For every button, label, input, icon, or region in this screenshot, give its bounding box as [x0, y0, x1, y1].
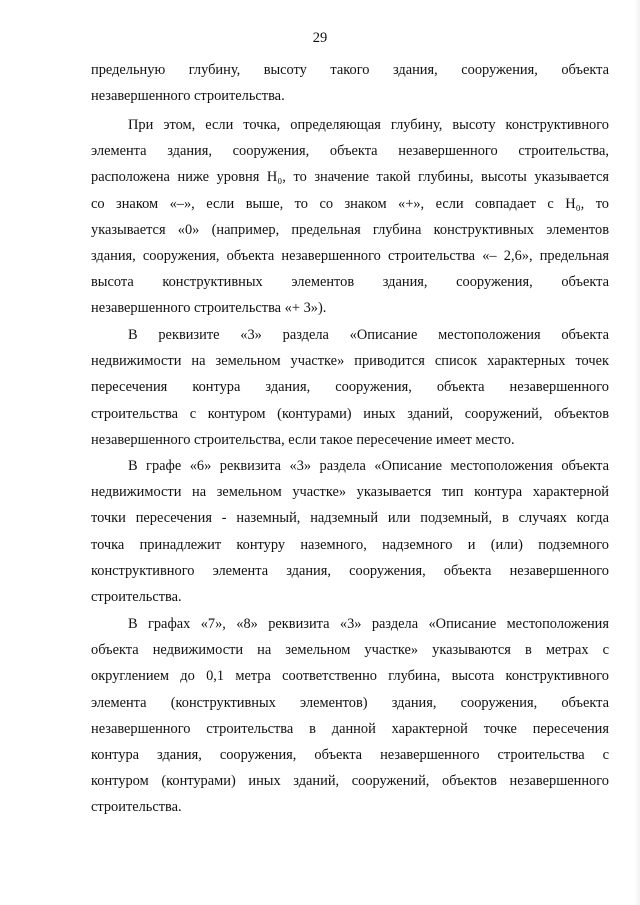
- text-line: При этом, если точка, определяющая глубину, высоту конструктивного: [128, 117, 609, 133]
- paragraph-5: [91, 611, 609, 821]
- text-line: со знаком «–», если выше, то со знаком «+», если совпадает с H₀, то: [91, 195, 609, 212]
- text-line: недвижимости на земельном участке» указывается тип контура характерной: [91, 484, 609, 501]
- text-line: В графах «7», «8» реквизита «3» раздела «Описание местоположения: [128, 616, 609, 632]
- paragraph-2: [91, 112, 609, 322]
- text-line: указывается «0» (например, предельная глубина конструктивных элементов: [91, 221, 609, 238]
- page-number: 29: [312, 30, 328, 46]
- text-line: контура здания, сооружения, объекта незавершенного строительства с: [91, 747, 609, 764]
- scan-edge: [634, 0, 640, 905]
- text-line: элемента (конструктивных элементов) здания, сооружения, объекта: [91, 694, 609, 711]
- text-line: незавершенного строительства «+ 3»).: [91, 300, 327, 317]
- text-line: объекта недвижимости на земельном участке» указываются в метрах с: [91, 642, 609, 659]
- text-line: В реквизите «3» раздела «Описание местоположения объекта: [128, 327, 609, 343]
- text-line: конструктивного элемента здания, сооружения, объекта незавершенного: [91, 562, 609, 579]
- text-line: точки пересечения - наземный, надземный или подземный, в случаях когда: [91, 510, 609, 527]
- text-line: незавершенного строительства.: [91, 88, 285, 105]
- text-line: здания, сооружения, объекта незавершенного строительства «– 2,6», предельная: [91, 248, 609, 265]
- text-line: высота конструктивных элементов здания, сооружения, объекта: [91, 274, 609, 291]
- text-line: незавершенного строительства в данной характерной точке пересечения: [91, 720, 609, 737]
- text-line: недвижимости на земельном участке» приводится список характерных точек: [91, 353, 609, 370]
- text-line: элемента здания, сооружения, объекта незавершенного строительства,: [91, 143, 609, 160]
- text-line: контуром (контурами) иных зданий, сооружений, объектов незавершенного: [91, 773, 609, 790]
- text-line: строительства с контуром (контурами) иных зданий, сооружений, объектов: [91, 405, 609, 422]
- text-line: пересечения контура здания, сооружения, объекта незавершенного: [91, 379, 609, 396]
- paragraph-1: [91, 57, 609, 109]
- text-line: незавершенного строительства, если такое пересечение имеет место.: [91, 431, 515, 448]
- text-line: предельную глубину, высоту такого здания, сооружения, объекта: [91, 62, 609, 78]
- paragraph-4: [91, 453, 609, 610]
- text-line: строительства.: [91, 799, 182, 816]
- text-line: округлением до 0,1 метра соответственно глубина, высота конструктивного: [91, 668, 609, 685]
- text-line: точка принадлежит контуру наземного, надземного и (или) подземного: [91, 536, 609, 553]
- text-line: строительства.: [91, 589, 182, 606]
- text-line: В графе «6» реквизита «3» раздела «Описание местоположения объекта: [128, 458, 609, 474]
- paragraph-3: [91, 322, 609, 453]
- text-line: расположена ниже уровня H₀, то значение такой глубины, высоты указывается: [91, 169, 609, 186]
